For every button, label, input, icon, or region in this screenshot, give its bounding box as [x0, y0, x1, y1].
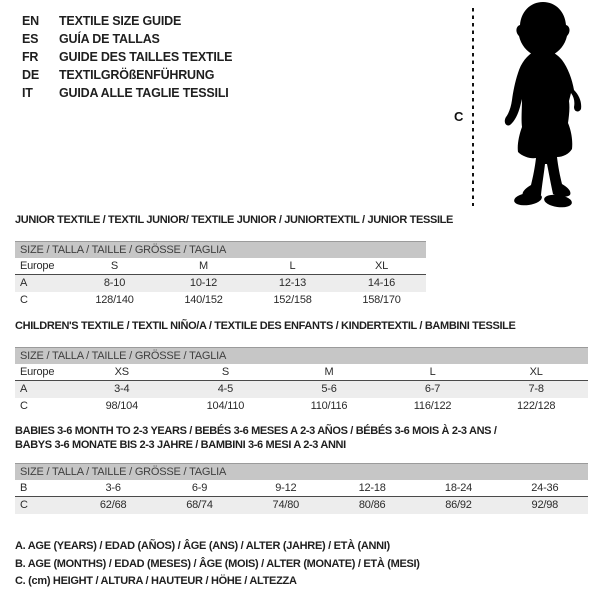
row-label: B [20, 482, 28, 494]
row-value: 158/170 [362, 293, 401, 306]
footnotes [15, 538, 420, 591]
guide-title-es: GUÍA DE TALLAS [59, 32, 160, 46]
row-value: 104/110 [206, 399, 245, 412]
row-value: 86/92 [445, 499, 472, 511]
table-row [15, 275, 426, 292]
table-row [15, 364, 588, 381]
row-value: 128/140 [95, 293, 134, 306]
guide-title-de: TEXTILGRÖßENFÜHRUNG [59, 68, 215, 82]
section-title-line: BABYS 3-6 MONATE BIS 2-3 JAHRE / BAMBINI 3-6 MESI A 2-3 ANNI [15, 438, 346, 451]
row-value: 10-12 [189, 276, 218, 289]
footnote-line: C. (cm) HEIGHT / ALTURA / HAUTEUR / HÖHE / ALTEZZA [15, 575, 297, 587]
childrens-textile-section [15, 320, 588, 415]
guide-title-it: GUIDA ALLE TAGLIE TESSILI [59, 86, 229, 100]
row-value: 92/98 [531, 499, 559, 511]
row-value: 68/74 [186, 499, 213, 511]
language-code: ES [22, 32, 39, 46]
row-value: 140/152 [184, 293, 223, 306]
row-value: S [221, 365, 229, 378]
row-label: A [20, 382, 28, 395]
row-value: 152/158 [273, 293, 312, 306]
row-value: L [289, 259, 296, 272]
language-code: EN [22, 14, 39, 28]
row-label: Europe [20, 365, 55, 378]
section-title-block [15, 214, 454, 228]
row-value: 116/122 [413, 399, 452, 412]
row-value: S [110, 259, 119, 272]
row-value: 6-9 [191, 482, 208, 494]
babies-textile-section [15, 425, 588, 514]
row-value: 3-4 [114, 382, 130, 395]
row-label: Europe [20, 259, 55, 272]
footnote-line: A. AGE (YEARS) / EDAD (AÑOS) / ÂGE (ANS) / ALTER (JAHRE) / ETÀ (ANNI) [15, 540, 390, 552]
section-title-block [15, 425, 588, 452]
height-measure-label: C [454, 109, 464, 124]
table-row [15, 381, 588, 398]
language-row [22, 12, 232, 30]
row-value: 24-36 [531, 482, 559, 494]
language-code: DE [22, 68, 39, 82]
guide-title-en: TEXTILE SIZE GUIDE [59, 14, 182, 28]
language-code: FR [22, 50, 39, 64]
language-row [22, 30, 232, 48]
row-value: XS [114, 365, 129, 378]
row-label: C [20, 499, 28, 511]
row-value: 5-6 [321, 382, 337, 395]
row-value: 110/116 [310, 399, 348, 412]
table-row [15, 398, 588, 415]
size-header-bar: SIZE / TALLA / TAILLE / GRÖSSE / TAGLIA [15, 463, 588, 480]
section-title-block [15, 320, 588, 334]
section-title-line: JUNIOR TEXTILE / TEXTIL JUNIOR/ TEXTILE JUNIOR / JUNIORTEXTIL / JUNIOR TESSILE [15, 214, 454, 226]
size-header-bar: SIZE / TALLA / TAILLE / GRÖSSE / TAGLIA [15, 241, 426, 258]
row-value: XL [374, 259, 389, 272]
row-value: 98/104 [105, 399, 139, 412]
row-label: C [20, 399, 28, 412]
row-value: 122/128 [516, 399, 556, 412]
table-row [15, 480, 588, 497]
size-header-bar: SIZE / TALLA / TAILLE / GRÖSSE / TAGLIA [15, 347, 588, 364]
row-value: 14-16 [367, 276, 396, 289]
toddler-figure [450, 0, 600, 212]
row-label: A [20, 276, 28, 289]
row-value: 9-12 [275, 482, 297, 494]
row-value: 18-24 [444, 482, 473, 494]
row-value: XL [529, 365, 543, 378]
row-value: 80/86 [358, 499, 386, 511]
footnote-line: B. AGE (MONTHS) / EDAD (MESES) / ÂGE (MOIS) / ALTER (MONATE) / ETÀ (MESI) [15, 557, 420, 570]
row-value: 4-5 [217, 382, 234, 395]
table-row [15, 292, 426, 309]
junior-textile-section [15, 214, 454, 309]
row-value: 3-6 [105, 482, 121, 494]
language-list [22, 12, 232, 102]
section-title-line: BABIES 3-6 MONTH TO 2-3 YEARS / BEBÉS 3-6 MESES A 2-3 AÑOS / BÉBÉS 3-6 MOIS À 2-3 ANS / [15, 425, 497, 437]
row-value: M [199, 259, 208, 272]
row-value: L [429, 365, 436, 378]
row-value: 12-18 [358, 482, 386, 494]
row-value: 62/68 [99, 499, 127, 511]
language-code: IT [22, 86, 33, 100]
row-value: 6-7 [424, 382, 441, 395]
row-value: 12-13 [278, 276, 307, 289]
section-title-line: CHILDREN'S TEXTILE / TEXTIL NIÑO/A / TEXTILE DES ENFANTS / KINDERTEXTIL / BAMBINI TESSILE [15, 320, 516, 332]
guide-title-fr: GUIDE DES TAILLES TEXTILE [59, 50, 233, 64]
row-value: 7-8 [528, 382, 544, 395]
table-row [15, 497, 588, 514]
row-label: C [20, 293, 28, 306]
toddler-silhouette-icon [505, 2, 581, 209]
row-value: M [324, 365, 334, 378]
row-value: 8-10 [103, 276, 126, 289]
row-value: 74/80 [272, 499, 300, 511]
language-row [22, 48, 232, 66]
language-row [22, 84, 232, 102]
language-row [22, 66, 232, 84]
table-row [15, 258, 426, 275]
height-measure-figure [450, 0, 600, 212]
